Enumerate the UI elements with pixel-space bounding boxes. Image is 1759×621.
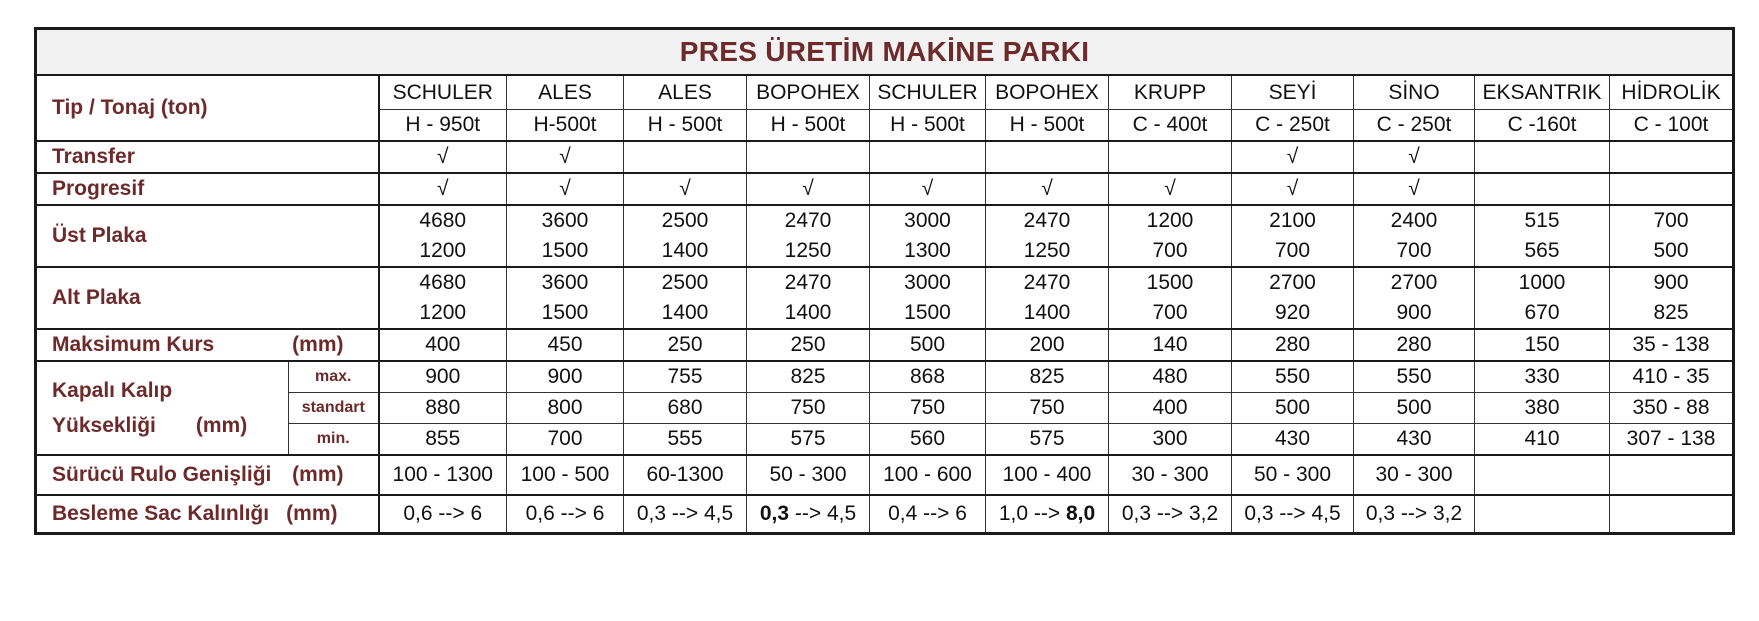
row-label-transfer <box>36 141 379 173</box>
ust-plaka-value: 1250 <box>747 236 870 267</box>
row-label-ust-plaka <box>36 205 379 267</box>
besleme-value <box>747 495 870 534</box>
kurs-value: 140 <box>1109 329 1232 361</box>
row-label-text: Sürücü Rulo Genişliği <box>52 463 272 486</box>
besleme-value <box>1354 495 1475 534</box>
besleme-part-a: 0,6 <box>525 502 555 525</box>
machine-tonnage: H - 500t <box>624 110 747 142</box>
besleme-part-b: --> 4,5 <box>789 502 857 525</box>
ust-plaka-value: 2100 <box>1232 205 1354 236</box>
machine-tonnage: H - 950t <box>379 110 507 142</box>
kurs-value: 200 <box>986 329 1109 361</box>
machine-name: SİNO <box>1354 75 1475 110</box>
unit-label: (mm) <box>195 414 248 437</box>
alt-plaka-value: 1500 <box>1109 267 1232 298</box>
machine-name: KRUPP <box>1109 75 1232 110</box>
machine-tonnage: C - 250t <box>1354 110 1475 142</box>
besleme-part-a: 1,0 --> <box>998 502 1066 525</box>
row-label-text: Progresif <box>52 177 145 200</box>
machine-tonnage: H-500t <box>507 110 624 142</box>
machine-name: BOPOHEX <box>747 75 870 110</box>
alt-plaka-value: 1400 <box>986 298 1109 329</box>
machine-tonnage: H - 500t <box>870 110 986 142</box>
kapali-min-value: 575 <box>747 424 870 456</box>
ust-plaka-value: 3000 <box>870 205 986 236</box>
machine-tonnage: H - 500t <box>986 110 1109 142</box>
kapali-max-value: 480 <box>1109 361 1232 393</box>
kapali-min-value: 300 <box>1109 424 1232 456</box>
besleme-value <box>379 495 507 534</box>
surucu-value: 100 - 500 <box>507 455 624 495</box>
besleme-part-a: 0,4 <box>888 502 918 525</box>
transfer-check: √ <box>507 141 624 173</box>
besleme-part-a: 0,3 <box>1365 502 1396 525</box>
alt-plaka-value: 1500 <box>507 298 624 329</box>
sub-label-max: max. <box>289 361 379 393</box>
ust-plaka-value: 700 <box>1610 205 1734 236</box>
ust-plaka-value: 515 <box>1475 205 1610 236</box>
kurs-value: 250 <box>747 329 870 361</box>
progresif-check: √ <box>1109 173 1232 205</box>
kapali-max-value: 410 - 35 <box>1610 361 1734 393</box>
kurs-value: 400 <box>379 329 507 361</box>
kapali-min-value: 560 <box>870 424 986 456</box>
kapali-max-value: 825 <box>986 361 1109 393</box>
transfer-check <box>624 141 747 173</box>
machine-tonnage: C -160t <box>1475 110 1610 142</box>
kapali-min-value: 575 <box>986 424 1109 456</box>
transfer-check <box>870 141 986 173</box>
surucu-value: 100 - 1300 <box>379 455 507 495</box>
alt-plaka-value: 2470 <box>747 267 870 298</box>
kapali-max-value: 900 <box>379 361 507 393</box>
alt-plaka-value: 4680 <box>379 267 507 298</box>
kurs-value: 500 <box>870 329 986 361</box>
press-table-container <box>34 27 1732 535</box>
transfer-check: √ <box>1232 141 1354 173</box>
table-row <box>36 424 1734 456</box>
transfer-check <box>986 141 1109 173</box>
table-row <box>36 205 1734 236</box>
besleme-part-b: 8,0 <box>1065 502 1096 525</box>
ust-plaka-value: 2400 <box>1354 205 1475 236</box>
row-label-surucu <box>36 455 379 495</box>
ust-plaka-value: 1250 <box>986 236 1109 267</box>
kapali-standart-value: 750 <box>870 393 986 424</box>
kapali-max-value: 550 <box>1232 361 1354 393</box>
table-row <box>36 267 1734 298</box>
kapali-standart-value: 500 <box>1232 393 1354 424</box>
besleme-part-a: 0,3 <box>636 502 667 525</box>
kapali-min-value: 700 <box>507 424 624 456</box>
table-title: PRES ÜRETİM MAKİNE PARKI <box>36 29 1734 76</box>
press-machine-table <box>34 27 1735 535</box>
transfer-check <box>1610 141 1734 173</box>
row-label-text: Besleme Sac Kalınlığı <box>52 502 270 525</box>
progresif-check: √ <box>624 173 747 205</box>
ust-plaka-value: 1200 <box>1109 205 1232 236</box>
table-row <box>36 141 1734 173</box>
transfer-check <box>1109 141 1232 173</box>
alt-plaka-value: 1000 <box>1475 267 1610 298</box>
table-row <box>36 495 1734 534</box>
alt-plaka-value: 1500 <box>870 298 986 329</box>
ust-plaka-value: 2470 <box>747 205 870 236</box>
kapali-standart-value: 350 - 88 <box>1610 393 1734 424</box>
kapali-standart-value: 750 <box>747 393 870 424</box>
table-row <box>36 455 1734 495</box>
alt-plaka-value: 670 <box>1475 298 1610 329</box>
ust-plaka-value: 2470 <box>986 205 1109 236</box>
kapali-min-value: 430 <box>1354 424 1475 456</box>
surucu-value <box>1475 455 1610 495</box>
besleme-part-a: 0,3 <box>1244 502 1274 525</box>
sub-label-min: min. <box>289 424 379 456</box>
progresif-check: √ <box>507 173 624 205</box>
table-row <box>36 393 1734 424</box>
row-label-text: Transfer <box>52 145 135 168</box>
ust-plaka-value: 1300 <box>870 236 986 267</box>
kurs-value: 450 <box>507 329 624 361</box>
machine-name: SEYİ <box>1232 75 1354 110</box>
surucu-value: 60-1300 <box>624 455 747 495</box>
ust-plaka-value: 1200 <box>379 236 507 267</box>
alt-plaka-value: 920 <box>1232 298 1354 329</box>
progresif-check: √ <box>870 173 986 205</box>
besleme-value <box>870 495 986 534</box>
besleme-value <box>1475 495 1610 534</box>
besleme-value <box>624 495 747 534</box>
unit-label: (mm) <box>292 333 344 356</box>
machine-name: HİDROLİK <box>1610 75 1734 110</box>
row-label-text: Üst Plaka <box>52 224 147 247</box>
machine-name: EKSANTRIK <box>1475 75 1610 110</box>
besleme-part-b: --> 4,5 <box>1273 502 1341 525</box>
besleme-part-b: --> 6 <box>432 502 483 525</box>
table-row <box>36 361 1734 393</box>
row-label-alt-plaka <box>36 267 379 329</box>
kapali-min-value: 855 <box>379 424 507 456</box>
alt-plaka-value: 825 <box>1610 298 1734 329</box>
alt-plaka-value: 700 <box>1109 298 1232 329</box>
machine-name: SCHULER <box>379 75 507 110</box>
besleme-value <box>1610 495 1734 534</box>
machine-name: BOPOHEX <box>986 75 1109 110</box>
alt-plaka-value: 2700 <box>1232 267 1354 298</box>
progresif-check: √ <box>1354 173 1475 205</box>
alt-plaka-value: 900 <box>1610 267 1734 298</box>
kurs-value: 35 - 138 <box>1610 329 1734 361</box>
machine-tonnage: C - 400t <box>1109 110 1232 142</box>
row-label-text-line2 <box>52 408 288 443</box>
row-label-tip <box>36 75 379 141</box>
sub-label-standart: standart <box>289 393 379 424</box>
kurs-value: 250 <box>624 329 747 361</box>
row-label-progresif <box>36 173 379 205</box>
kapali-min-value: 410 <box>1475 424 1610 456</box>
alt-plaka-value: 2700 <box>1354 267 1475 298</box>
besleme-value <box>986 495 1109 534</box>
surucu-value <box>1610 455 1734 495</box>
row-label-text: Alt Plaka <box>52 286 141 309</box>
transfer-check: √ <box>379 141 507 173</box>
alt-plaka-value: 3600 <box>507 267 624 298</box>
ust-plaka-value: 1500 <box>507 236 624 267</box>
kapali-min-value: 555 <box>624 424 747 456</box>
surucu-value: 50 - 300 <box>747 455 870 495</box>
kapali-max-value: 550 <box>1354 361 1475 393</box>
besleme-part-a: 0,3 <box>1121 502 1152 525</box>
transfer-check <box>747 141 870 173</box>
besleme-part-a: 0,6 <box>403 502 433 525</box>
besleme-part-a: 0,3 <box>759 502 790 525</box>
row-label-text: Yüksekliği <box>52 414 156 437</box>
progresif-check <box>1610 173 1734 205</box>
row-label-maksimum-kurs <box>36 329 379 361</box>
kapali-standart-value: 380 <box>1475 393 1610 424</box>
kapali-max-value: 755 <box>624 361 747 393</box>
progresif-check <box>1475 173 1610 205</box>
progresif-check: √ <box>986 173 1109 205</box>
row-label-kapali-kalip <box>36 361 289 455</box>
table-row <box>36 173 1734 205</box>
ust-plaka-value: 1400 <box>624 236 747 267</box>
kapali-standart-value: 400 <box>1109 393 1232 424</box>
surucu-value: 100 - 600 <box>870 455 986 495</box>
besleme-part-b: --> 3,2 <box>1151 502 1219 525</box>
transfer-check: √ <box>1354 141 1475 173</box>
unit-label: (mm) <box>292 463 344 486</box>
row-label-besleme <box>36 495 379 534</box>
ust-plaka-value: 700 <box>1354 236 1475 267</box>
ust-plaka-value: 500 <box>1610 236 1734 267</box>
besleme-value <box>1232 495 1354 534</box>
ust-plaka-value: 700 <box>1232 236 1354 267</box>
surucu-value: 30 - 300 <box>1354 455 1475 495</box>
progresif-check: √ <box>1232 173 1354 205</box>
machine-name: SCHULER <box>870 75 986 110</box>
kapali-standart-value: 750 <box>986 393 1109 424</box>
surucu-value: 100 - 400 <box>986 455 1109 495</box>
besleme-part-b: --> 3,2 <box>1395 502 1463 525</box>
besleme-value <box>1109 495 1232 534</box>
machine-tonnage: H - 500t <box>747 110 870 142</box>
kapali-max-value: 868 <box>870 361 986 393</box>
kapali-max-value: 825 <box>747 361 870 393</box>
ust-plaka-value: 700 <box>1109 236 1232 267</box>
table-row <box>36 329 1734 361</box>
alt-plaka-value: 1400 <box>747 298 870 329</box>
machine-name: ALES <box>507 75 624 110</box>
kapali-max-value: 900 <box>507 361 624 393</box>
table-row <box>36 75 1734 110</box>
kapali-min-value: 430 <box>1232 424 1354 456</box>
kurs-value: 280 <box>1232 329 1354 361</box>
alt-plaka-value: 1400 <box>624 298 747 329</box>
row-label-text: Tip / Tonaj (ton) <box>52 96 208 119</box>
kapali-min-value: 307 - 138 <box>1610 424 1734 456</box>
ust-plaka-value: 3600 <box>507 205 624 236</box>
alt-plaka-value: 2470 <box>986 267 1109 298</box>
surucu-value: 30 - 300 <box>1109 455 1232 495</box>
surucu-value: 50 - 300 <box>1232 455 1354 495</box>
machine-name: ALES <box>624 75 747 110</box>
row-label-text: Kapalı Kalıp <box>52 379 173 402</box>
kapali-standart-value: 680 <box>624 393 747 424</box>
kapali-standart-value: 800 <box>507 393 624 424</box>
besleme-part-b: --> 4,5 <box>666 502 734 525</box>
alt-plaka-value: 1200 <box>379 298 507 329</box>
unit-label: (mm) <box>286 502 338 525</box>
machine-tonnage: C - 250t <box>1232 110 1354 142</box>
ust-plaka-value: 565 <box>1475 236 1610 267</box>
ust-plaka-value: 4680 <box>379 205 507 236</box>
besleme-value <box>507 495 624 534</box>
kapali-standart-value: 880 <box>379 393 507 424</box>
transfer-check <box>1475 141 1610 173</box>
alt-plaka-value: 2500 <box>624 267 747 298</box>
progresif-check: √ <box>747 173 870 205</box>
row-label-text: Maksimum Kurs <box>52 333 215 356</box>
ust-plaka-value: 2500 <box>624 205 747 236</box>
alt-plaka-value: 900 <box>1354 298 1475 329</box>
kurs-value: 150 <box>1475 329 1610 361</box>
kapali-standart-value: 500 <box>1354 393 1475 424</box>
kapali-max-value: 330 <box>1475 361 1610 393</box>
alt-plaka-value: 3000 <box>870 267 986 298</box>
machine-tonnage: C - 100t <box>1610 110 1734 142</box>
besleme-part-b: --> 6 <box>917 502 967 525</box>
besleme-part-b: --> 6 <box>554 502 605 525</box>
kurs-value: 280 <box>1354 329 1475 361</box>
progresif-check: √ <box>379 173 507 205</box>
